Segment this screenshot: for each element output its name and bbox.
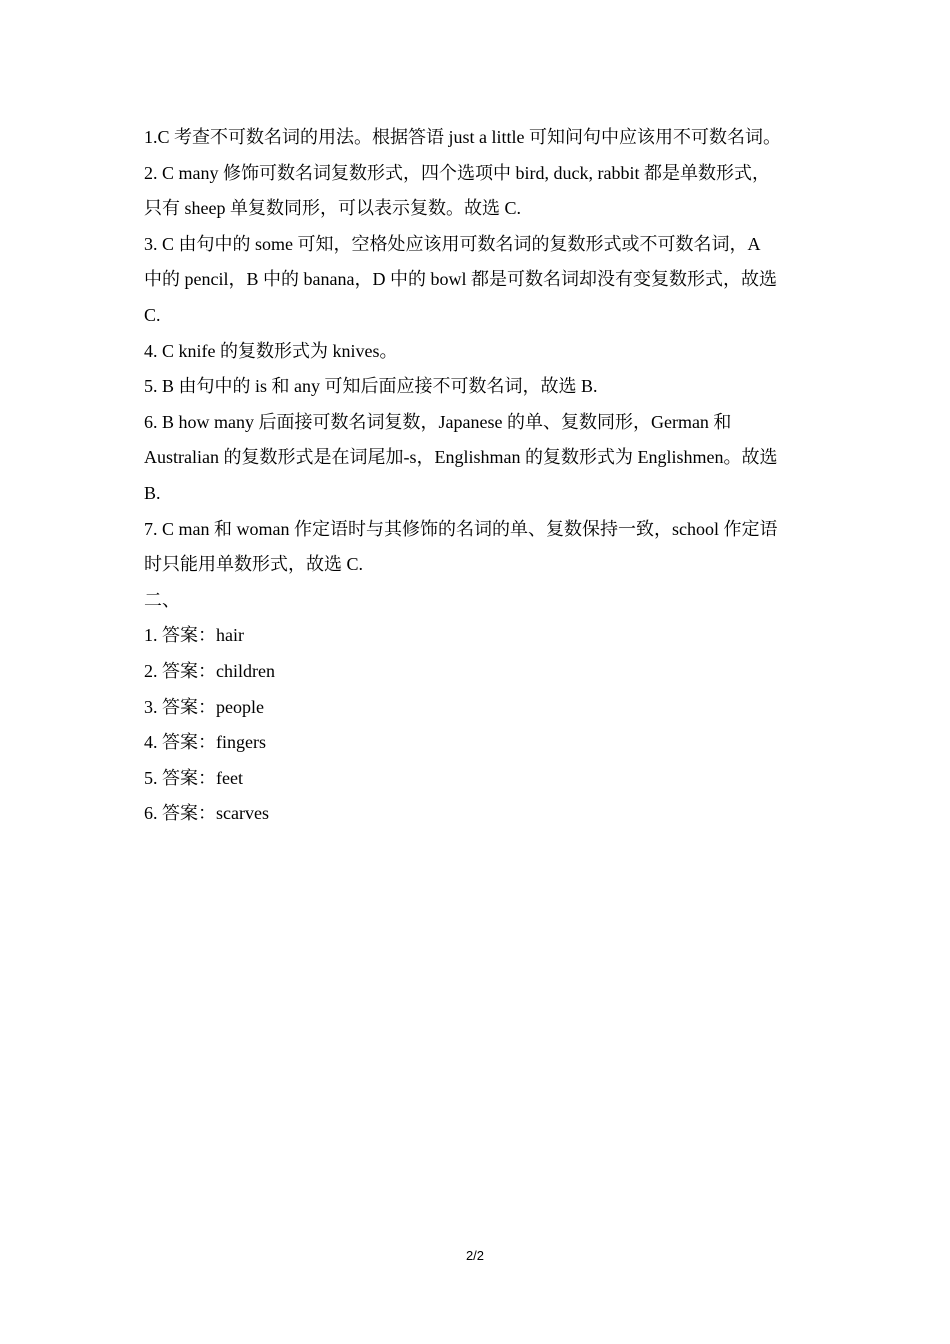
text-line: B. <box>144 482 161 503</box>
text-line: 只有 sheep 单复数同形，可以表示复数。故选 C. <box>144 198 521 219</box>
section-heading: 二、 <box>144 589 180 610</box>
answer-line: 2. 答案：children <box>144 660 275 681</box>
text-line: 时只能用单数形式，故选 C. <box>144 554 364 575</box>
answer-line: 1. 答案：hair <box>144 625 244 646</box>
answer-line: 5. 答案：feet <box>144 767 243 788</box>
text-line: 7. C man 和 woman 作定语时与其修饰的名词的单、复数保持一致，school 作定语 <box>144 518 778 539</box>
text-line: 中的 pencil，B 中的 banana，D 中的 bowl 都是可数名词却没有变复数形式，故选 <box>144 269 777 290</box>
text-line: 5. B 由句中的 is 和 any 可知后面应接不可数名词，故选 B. <box>144 376 598 397</box>
page-number: 2/2 <box>465 1248 485 1263</box>
text-line: Australian 的复数形式是在词尾加-s，Englishman 的复数形式为 Englishmen。故选 <box>144 447 778 468</box>
text-line: C. <box>144 304 161 325</box>
text-line: 6. B how many 后面接可数名词复数，Japanese 的单、复数同形，German 和 <box>144 411 732 432</box>
text-line: 2. C many 修饰可数名词复数形式，四个选项中 bird, duck, rabbit 都是单数形式， <box>144 162 770 183</box>
text-line: 4. C knife 的复数形式为 knives。 <box>144 340 398 361</box>
answer-line: 6. 答案：scarves <box>144 803 269 824</box>
answer-text-block <box>144 120 810 832</box>
answer-line: 4. 答案：fingers <box>144 732 266 753</box>
answer-line: 3. 答案：people <box>144 696 264 717</box>
text-line: 3. C 由句中的 some 可知，空格处应该用可数名词的复数形式或不可数名词，A <box>144 233 761 254</box>
text-line: 1.C 考查不可数名词的用法。根据答语 just a little 可知问句中应该用不可数名词。 <box>144 127 781 147</box>
